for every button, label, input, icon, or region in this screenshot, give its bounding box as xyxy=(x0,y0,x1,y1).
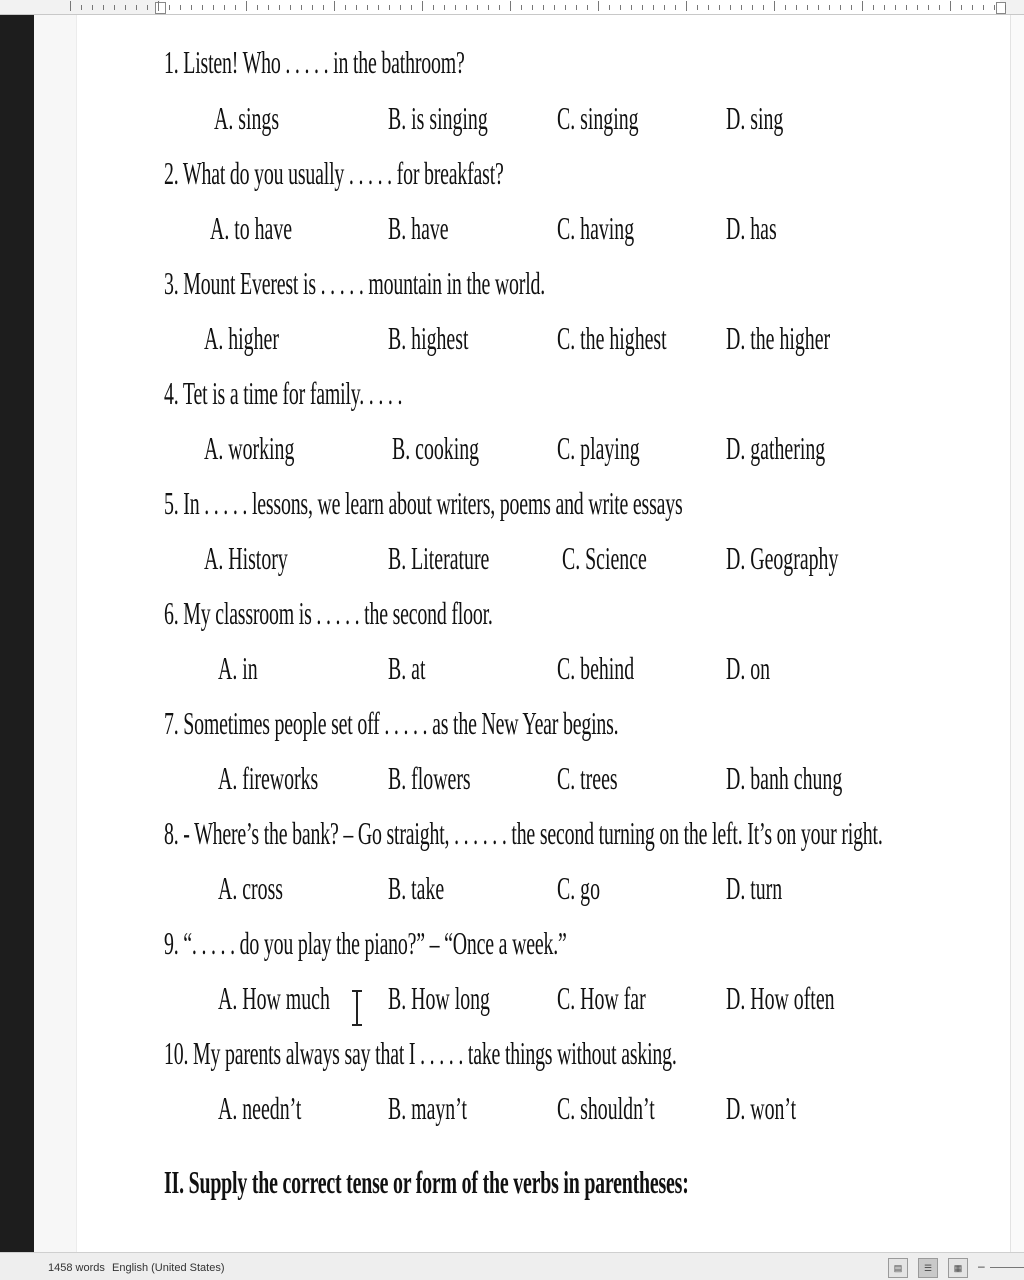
ruler-tick xyxy=(818,5,819,10)
ruler-tick xyxy=(873,5,874,10)
print-layout-icon[interactable]: ☰ xyxy=(918,1258,938,1278)
option-4c: C. playing xyxy=(557,430,640,466)
option-2d: D. has xyxy=(726,210,777,246)
option-10b: B. mayn’t xyxy=(388,1090,467,1126)
web-layout-icon[interactable]: ▦ xyxy=(948,1258,968,1278)
document-page[interactable] xyxy=(34,15,1010,1252)
ruler-tick xyxy=(576,5,577,10)
ruler-tick xyxy=(983,5,984,10)
ruler-tick xyxy=(444,5,445,10)
question-6: 6. My classroom is . . . . . the second floor. xyxy=(164,595,493,631)
ruler-tick xyxy=(455,5,456,10)
ruler-tick xyxy=(862,1,863,11)
ruler-tick xyxy=(499,5,500,10)
option-5b: B. Literature xyxy=(388,540,490,576)
option-8b: B. take xyxy=(388,870,445,906)
ruler-tick xyxy=(675,5,676,10)
ibeam-cursor-icon xyxy=(352,990,362,1028)
ruler-tick xyxy=(81,5,82,10)
ruler-tick xyxy=(191,5,192,10)
ruler-tick xyxy=(565,5,566,10)
ruler-tick xyxy=(235,5,236,10)
ruler-tick xyxy=(202,5,203,10)
ruler-tick xyxy=(851,5,852,10)
ruler-tick xyxy=(587,5,588,10)
ruler-tick xyxy=(719,5,720,10)
word-count[interactable]: 1458 words xyxy=(48,1262,105,1274)
ruler-tick xyxy=(543,5,544,10)
ruler-tick xyxy=(323,5,324,10)
option-1c: C. singing xyxy=(557,100,639,136)
ruler-tick xyxy=(741,5,742,10)
ruler-text-area xyxy=(160,0,1000,14)
ruler-tick xyxy=(158,1,159,11)
ruler-tick xyxy=(807,5,808,10)
ruler-tick xyxy=(312,5,313,10)
ruler-tick xyxy=(785,5,786,10)
option-7b: B. flowers xyxy=(388,760,471,796)
option-9c: C. How far xyxy=(557,980,646,1016)
option-2a: A. to have xyxy=(210,210,293,246)
document-content[interactable] xyxy=(34,15,1010,1252)
ruler-tick xyxy=(510,1,511,11)
ruler-tick xyxy=(928,5,929,10)
question-8: 8. - Where’s the bank? – Go straight, . . . . . . the second turning on the left. It’s on your right. xyxy=(164,815,883,851)
question-7: 7. Sometimes people set off . . . . . as the New Year begins. xyxy=(164,705,619,741)
option-6d: D. on xyxy=(726,650,771,686)
option-3a: A. higher xyxy=(204,320,279,356)
ruler-tick xyxy=(356,5,357,10)
ruler-tick xyxy=(796,5,797,10)
language-indicator[interactable]: English (United States) xyxy=(112,1262,225,1274)
ruler-tick xyxy=(653,5,654,10)
ruler-tick xyxy=(631,5,632,10)
option-8a: A. cross xyxy=(218,870,284,906)
ruler-tick xyxy=(92,5,93,10)
ruler-tick xyxy=(70,1,71,11)
left-indent-marker[interactable] xyxy=(155,2,166,14)
ruler-tick xyxy=(114,5,115,10)
option-9b: B. How long xyxy=(388,980,490,1016)
option-3c: C. the highest xyxy=(557,320,667,356)
ruler-tick xyxy=(433,5,434,10)
ruler-tick xyxy=(620,5,621,10)
option-7a: A. fireworks xyxy=(218,760,319,796)
ruler-tick xyxy=(169,5,170,10)
option-6b: B. at xyxy=(388,650,426,686)
ruler-tick xyxy=(103,5,104,10)
option-9a: A. How much xyxy=(218,980,330,1016)
option-10d: D. won’t xyxy=(726,1090,797,1126)
ruler-tick xyxy=(290,5,291,10)
ruler-tick xyxy=(422,1,423,11)
ruler-tick xyxy=(477,5,478,10)
ruler-tick xyxy=(950,1,951,11)
zoom-slider[interactable] xyxy=(990,1267,1024,1268)
ruler-tick xyxy=(466,5,467,10)
option-10c: C. shouldn’t xyxy=(557,1090,655,1126)
ruler-tick xyxy=(246,1,247,11)
ruler-tick xyxy=(213,5,214,10)
ruler-tick xyxy=(642,5,643,10)
ruler-tick xyxy=(367,5,368,10)
ruler-tick xyxy=(686,1,687,11)
ruler-tick xyxy=(697,5,698,10)
ruler-tick xyxy=(972,5,973,10)
ruler-tick xyxy=(345,5,346,10)
ruler-tick xyxy=(389,5,390,10)
right-edge xyxy=(1010,15,1024,1252)
option-8d: D. turn xyxy=(726,870,783,906)
option-7c: C. trees xyxy=(557,760,618,796)
ruler-tick xyxy=(488,5,489,10)
option-7d: D. banh chung xyxy=(726,760,843,796)
question-2: 2. What do you usually . . . . . for breakfast? xyxy=(164,155,504,191)
status-bar xyxy=(0,1252,1024,1280)
ruler-tick xyxy=(598,1,599,11)
ruler-tick xyxy=(917,5,918,10)
ruler-tick xyxy=(400,5,401,10)
ruler-tick xyxy=(906,5,907,10)
option-2b: B. have xyxy=(388,210,449,246)
question-9: 9. “. . . . . do you play the piano?” – “Once a week.” xyxy=(164,925,567,961)
ruler-tick xyxy=(961,5,962,10)
option-1d: D. sing xyxy=(726,100,784,136)
option-4d: D. gathering xyxy=(726,430,826,466)
ruler-tick xyxy=(774,1,775,11)
read-mode-icon[interactable]: ▤ xyxy=(888,1258,908,1278)
ruler-tick xyxy=(411,5,412,10)
question-3: 3. Mount Everest is . . . . . mountain in the world. xyxy=(164,265,546,301)
ruler-tick xyxy=(301,5,302,10)
ruler-tick xyxy=(532,5,533,10)
ruler-tick xyxy=(708,5,709,10)
option-5d: D. Geography xyxy=(726,540,839,576)
ruler-tick xyxy=(884,5,885,10)
option-1b: B. is singing xyxy=(388,100,488,136)
ruler-tick xyxy=(334,1,335,11)
option-10a: A. needn’t xyxy=(218,1090,302,1126)
option-6c: C. behind xyxy=(557,650,635,686)
option-4a: A. working xyxy=(204,430,295,466)
ruler-tick xyxy=(752,5,753,10)
ruler-tick xyxy=(895,5,896,10)
ruler-tick xyxy=(554,5,555,10)
left-gutter xyxy=(0,15,34,1252)
option-3d: D. the higher xyxy=(726,320,831,356)
ruler-tick xyxy=(664,5,665,10)
option-4b: B. cooking xyxy=(392,430,480,466)
question-5: 5. In . . . . . lessons, we learn about writers, poems and write essays xyxy=(164,485,683,521)
ruler-tick xyxy=(257,5,258,10)
ruler-tick xyxy=(840,5,841,10)
option-3b: B. highest xyxy=(388,320,469,356)
option-2c: C. having xyxy=(557,210,635,246)
option-1a: A. sings xyxy=(214,100,280,136)
ruler-tick xyxy=(180,5,181,10)
ruler-tick xyxy=(521,5,522,10)
question-10: 10. My parents always say that I . . . . . take things without asking. xyxy=(164,1035,677,1071)
ruler-tick xyxy=(378,5,379,10)
question-4: 4. Tet is a time for family. . . . . xyxy=(164,375,403,411)
question-1: 1. Listen! Who . . . . . in the bathroom? xyxy=(164,44,465,80)
ruler-tick xyxy=(994,5,995,10)
option-8c: C. go xyxy=(557,870,600,906)
ruler-tick xyxy=(136,5,137,10)
ruler-tick xyxy=(730,5,731,10)
horizontal-ruler[interactable] xyxy=(0,0,1024,15)
zoom-out-icon[interactable]: – xyxy=(978,1259,985,1273)
ruler-tick xyxy=(268,5,269,10)
ruler-tick xyxy=(829,5,830,10)
option-5a: A. History xyxy=(204,540,288,576)
option-6a: A. in xyxy=(218,650,258,686)
ruler-tick xyxy=(609,5,610,10)
ruler-tick xyxy=(147,5,148,10)
ruler-tick xyxy=(279,5,280,10)
ruler-tick xyxy=(224,5,225,10)
ruler-tick xyxy=(939,5,940,10)
section-heading: II. Supply the correct tense or form of the verbs in parentheses: xyxy=(164,1164,689,1200)
ruler-tick xyxy=(125,5,126,10)
ruler-tick xyxy=(763,5,764,10)
option-9d: D. How often xyxy=(726,980,835,1016)
ruler-tick xyxy=(1005,5,1006,10)
option-5c: C. Science xyxy=(562,540,647,576)
